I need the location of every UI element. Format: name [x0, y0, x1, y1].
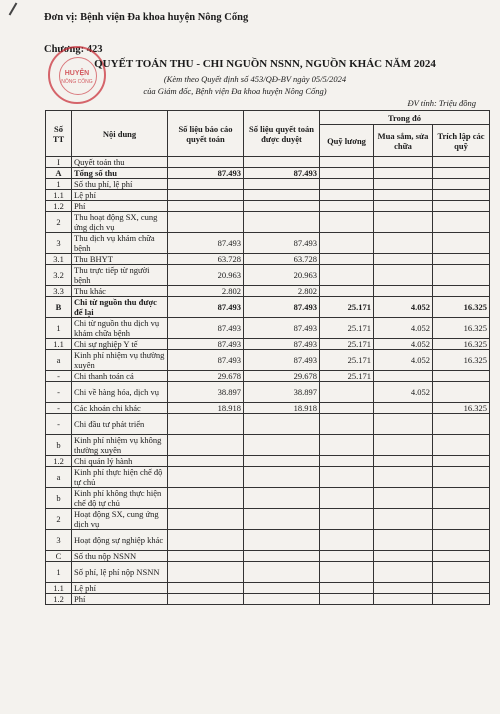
cell-procurement — [374, 212, 433, 233]
cell-funds — [433, 509, 490, 530]
cell-content: Kinh phí không thực hiện chế độ tự chủ — [72, 488, 168, 509]
cell-reported: 87.493 — [168, 339, 244, 350]
stamp-text-2: NÔNG CỐNG — [61, 79, 93, 85]
cell-stt: B — [46, 297, 72, 318]
pen-mark — [9, 2, 18, 15]
table-row — [46, 594, 490, 605]
cell-salary — [320, 179, 374, 190]
cell-procurement — [374, 414, 433, 435]
table-row — [46, 233, 490, 254]
table-row — [46, 254, 490, 265]
cell-stt: - — [46, 414, 72, 435]
cell-content: Số thu phí, lệ phí — [72, 179, 168, 190]
cell-reported — [168, 467, 244, 488]
cell-salary — [320, 467, 374, 488]
cell-content: Kinh phí nhiệm vụ không thường xuyên — [72, 435, 168, 456]
table-row — [46, 488, 490, 509]
cell-salary: 25.171 — [320, 371, 374, 382]
cell-salary — [320, 488, 374, 509]
cell-salary — [320, 190, 374, 201]
table-row — [46, 350, 490, 371]
cell-approved — [244, 456, 320, 467]
cell-funds — [433, 179, 490, 190]
cell-reported — [168, 414, 244, 435]
cell-approved: 20.963 — [244, 265, 320, 286]
cell-procurement — [374, 530, 433, 551]
cell-stt: 1.1 — [46, 339, 72, 350]
document-title: QUYẾT TOÁN THU - CHI NGUỒN NSNN, NGUỒN KHÁC NĂM 2024 — [94, 58, 436, 70]
cell-reported — [168, 201, 244, 212]
cell-content: Thu trực tiếp từ người bệnh — [72, 265, 168, 286]
table-header — [46, 111, 490, 157]
cell-stt: C — [46, 551, 72, 562]
cell-funds — [433, 233, 490, 254]
document-subtitle-1: (Kèm theo Quyết định số 453/QĐ-BV ngày 05/5/2024 — [163, 74, 347, 84]
cell-stt: 1.2 — [46, 201, 72, 212]
cell-content: Tổng số thu — [72, 168, 168, 179]
cell-procurement — [374, 551, 433, 562]
cell-stt: b — [46, 435, 72, 456]
stamp-text-1: HUYỆN — [64, 70, 90, 77]
cell-stt: 1 — [46, 179, 72, 190]
cell-salary — [320, 382, 374, 403]
cell-salary — [320, 435, 374, 456]
cell-content: Chi quản lý hành — [72, 456, 168, 467]
cell-approved — [244, 435, 320, 456]
cell-procurement — [374, 233, 433, 254]
cell-salary — [320, 509, 374, 530]
cell-approved — [244, 467, 320, 488]
cell-procurement — [374, 179, 433, 190]
table-row — [46, 265, 490, 286]
cell-reported: 18.918 — [168, 403, 244, 414]
cell-procurement — [374, 201, 433, 212]
cell-approved: 29.678 — [244, 371, 320, 382]
cell-stt: 1.2 — [46, 456, 72, 467]
cell-funds: 16.325 — [433, 403, 490, 414]
cell-procurement — [374, 254, 433, 265]
cell-approved — [244, 594, 320, 605]
cell-funds: 16.325 — [433, 339, 490, 350]
cell-stt: 1.1 — [46, 583, 72, 594]
cell-content: Chi về hàng hóa, dịch vụ — [72, 382, 168, 403]
table-row — [46, 583, 490, 594]
cell-approved: 87.493 — [244, 233, 320, 254]
header-funds: Trích lập các quỹ — [433, 125, 490, 157]
cell-procurement — [374, 509, 433, 530]
cell-procurement: 4.052 — [374, 297, 433, 318]
cell-salary — [320, 583, 374, 594]
cell-reported — [168, 530, 244, 551]
cell-reported — [168, 509, 244, 530]
cell-procurement — [374, 403, 433, 414]
cell-procurement — [374, 594, 433, 605]
header-content: Nội dung — [72, 111, 168, 157]
cell-salary — [320, 456, 374, 467]
cell-funds — [433, 157, 490, 168]
organization-line: Đơn vị: Bệnh viện Đa khoa huyện Nông Cống — [44, 12, 249, 23]
cell-funds: 16.325 — [433, 350, 490, 371]
cell-content: Chi từ nguồn thu dịch vụ khám chữa bệnh — [72, 318, 168, 339]
cell-stt: 3.2 — [46, 265, 72, 286]
cell-approved — [244, 212, 320, 233]
cell-salary — [320, 530, 374, 551]
cell-content: Thu dịch vụ khám chữa bệnh — [72, 233, 168, 254]
cell-salary: 25.171 — [320, 339, 374, 350]
cell-reported: 2.802 — [168, 286, 244, 297]
cell-stt: 3 — [46, 530, 72, 551]
table-row — [46, 339, 490, 350]
cell-reported: 20.963 — [168, 265, 244, 286]
cell-approved: 63.728 — [244, 254, 320, 265]
cell-content: Phí — [72, 594, 168, 605]
document-subtitle-2: của Giám đốc, Bệnh viện Đa khoa huyện Nông Cống) — [143, 86, 327, 96]
table-row — [46, 530, 490, 551]
cell-approved — [244, 179, 320, 190]
cell-content: Quyết toán thu — [72, 157, 168, 168]
table-row — [46, 212, 490, 233]
table-body — [46, 157, 490, 605]
cell-stt: b — [46, 488, 72, 509]
cell-funds — [433, 190, 490, 201]
cell-reported: 87.493 — [168, 297, 244, 318]
cell-salary — [320, 403, 374, 414]
cell-funds — [433, 551, 490, 562]
cell-approved — [244, 583, 320, 594]
table-row — [46, 382, 490, 403]
cell-stt: 2 — [46, 509, 72, 530]
cell-funds — [433, 168, 490, 179]
cell-salary — [320, 414, 374, 435]
cell-salary — [320, 254, 374, 265]
cell-salary — [320, 286, 374, 297]
cell-salary — [320, 594, 374, 605]
cell-funds — [433, 212, 490, 233]
cell-reported: 87.493 — [168, 168, 244, 179]
cell-reported — [168, 551, 244, 562]
cell-stt: 3.1 — [46, 254, 72, 265]
cell-reported — [168, 562, 244, 583]
cell-content: Các khoản chi khác — [72, 403, 168, 414]
cell-procurement — [374, 435, 433, 456]
cell-salary: 25.171 — [320, 297, 374, 318]
table-row — [46, 551, 490, 562]
cell-reported: 87.493 — [168, 318, 244, 339]
header-reported: Số liệu báo cáo quyết toán — [168, 111, 244, 157]
table-row — [46, 509, 490, 530]
cell-stt: A — [46, 168, 72, 179]
cell-reported — [168, 190, 244, 201]
cell-procurement: 4.052 — [374, 350, 433, 371]
table-row — [46, 403, 490, 414]
cell-approved — [244, 201, 320, 212]
cell-reported — [168, 212, 244, 233]
cell-funds — [433, 594, 490, 605]
cell-approved: 87.493 — [244, 297, 320, 318]
cell-approved — [244, 509, 320, 530]
cell-content: Số thu nộp NSNN — [72, 551, 168, 562]
cell-content: Hoạt động sự nghiệp khác — [72, 530, 168, 551]
table-row — [46, 168, 490, 179]
cell-funds — [433, 456, 490, 467]
cell-approved — [244, 530, 320, 551]
cell-approved: 87.493 — [244, 168, 320, 179]
cell-stt: 1 — [46, 318, 72, 339]
cell-content: Chi sự nghiệp Y tế — [72, 339, 168, 350]
table-row — [46, 414, 490, 435]
unit-label: ĐV tính: Triệu đồng — [407, 98, 476, 108]
cell-funds — [433, 254, 490, 265]
cell-approved: 87.493 — [244, 318, 320, 339]
cell-stt: 3.3 — [46, 286, 72, 297]
cell-salary — [320, 233, 374, 254]
cell-approved: 38.897 — [244, 382, 320, 403]
cell-salary — [320, 562, 374, 583]
cell-reported — [168, 456, 244, 467]
cell-reported: 63.728 — [168, 254, 244, 265]
cell-procurement: 4.052 — [374, 382, 433, 403]
cell-procurement — [374, 467, 433, 488]
cell-salary — [320, 201, 374, 212]
header-stt: Số TT — [46, 111, 72, 157]
cell-content: Chi từ nguồn thu được để lại — [72, 297, 168, 318]
cell-funds — [433, 467, 490, 488]
cell-approved — [244, 190, 320, 201]
cell-procurement — [374, 190, 433, 201]
cell-stt: 1.2 — [46, 594, 72, 605]
cell-stt: - — [46, 371, 72, 382]
table-row — [46, 562, 490, 583]
cell-reported: 29.678 — [168, 371, 244, 382]
cell-content: Lệ phí — [72, 583, 168, 594]
header-salary: Quỹ lương — [320, 125, 374, 157]
cell-procurement — [374, 456, 433, 467]
table-row — [46, 371, 490, 382]
table-row — [46, 179, 490, 190]
cell-procurement — [374, 583, 433, 594]
cell-stt: 2 — [46, 212, 72, 233]
table-row — [46, 435, 490, 456]
cell-content: Lệ phí — [72, 190, 168, 201]
table-row — [46, 157, 490, 168]
cell-reported — [168, 157, 244, 168]
cell-content: Số phí, lệ phí nộp NSNN — [72, 562, 168, 583]
cell-stt: 3 — [46, 233, 72, 254]
cell-procurement — [374, 168, 433, 179]
cell-approved: 87.493 — [244, 339, 320, 350]
cell-salary — [320, 265, 374, 286]
cell-stt: a — [46, 350, 72, 371]
cell-content: Chi đầu tư phát triển — [72, 414, 168, 435]
cell-reported — [168, 583, 244, 594]
cell-stt: I — [46, 157, 72, 168]
cell-reported — [168, 435, 244, 456]
cell-stt: 1 — [46, 562, 72, 583]
cell-salary: 25.171 — [320, 350, 374, 371]
table-row — [46, 456, 490, 467]
cell-funds — [433, 371, 490, 382]
cell-procurement — [374, 265, 433, 286]
cell-procurement — [374, 286, 433, 297]
cell-content: Hoạt động SX, cung ứng dịch vụ — [72, 509, 168, 530]
cell-content: Kinh phí thực hiện chế độ tự chủ — [72, 467, 168, 488]
cell-procurement — [374, 157, 433, 168]
cell-reported: 38.897 — [168, 382, 244, 403]
cell-content: Phí — [72, 201, 168, 212]
cell-funds — [433, 530, 490, 551]
cell-procurement: 4.052 — [374, 318, 433, 339]
header-group: Trong đó — [320, 111, 490, 125]
cell-stt: - — [46, 403, 72, 414]
table-row — [46, 318, 490, 339]
cell-reported — [168, 488, 244, 509]
cell-stt: 1.1 — [46, 190, 72, 201]
cell-funds — [433, 562, 490, 583]
cell-approved: 18.918 — [244, 403, 320, 414]
table-row — [46, 201, 490, 212]
table-row — [46, 286, 490, 297]
cell-funds — [433, 414, 490, 435]
cell-content: Kinh phí nhiệm vụ thường xuyên — [72, 350, 168, 371]
table-row — [46, 297, 490, 318]
cell-approved — [244, 157, 320, 168]
cell-procurement — [374, 488, 433, 509]
cell-funds — [433, 583, 490, 594]
cell-funds — [433, 435, 490, 456]
cell-reported: 87.493 — [168, 233, 244, 254]
cell-approved — [244, 414, 320, 435]
cell-funds — [433, 201, 490, 212]
cell-content: Thu BHYT — [72, 254, 168, 265]
cell-approved — [244, 562, 320, 583]
header-approved: Số liệu quyết toán được duyệt — [244, 111, 320, 157]
table-row — [46, 190, 490, 201]
cell-procurement — [374, 562, 433, 583]
header-procurement: Mua sắm, sửa chữa — [374, 125, 433, 157]
cell-reported — [168, 594, 244, 605]
cell-procurement: 4.052 — [374, 339, 433, 350]
cell-salary — [320, 212, 374, 233]
chapter-line: Chương: 423 — [44, 44, 103, 55]
cell-approved: 87.493 — [244, 350, 320, 371]
cell-approved — [244, 488, 320, 509]
cell-funds — [433, 265, 490, 286]
cell-salary — [320, 157, 374, 168]
cell-content: Thu khác — [72, 286, 168, 297]
cell-reported — [168, 179, 244, 190]
cell-funds — [433, 488, 490, 509]
cell-salary — [320, 551, 374, 562]
cell-content: Thu hoạt động SX, cung ứng dịch vụ — [72, 212, 168, 233]
table-row — [46, 467, 490, 488]
cell-approved: 2.802 — [244, 286, 320, 297]
cell-salary — [320, 168, 374, 179]
cell-approved — [244, 551, 320, 562]
cell-reported: 87.493 — [168, 350, 244, 371]
cell-stt: - — [46, 382, 72, 403]
cell-funds: 16.325 — [433, 318, 490, 339]
cell-stt: a — [46, 467, 72, 488]
settlement-table — [45, 110, 490, 605]
cell-funds — [433, 286, 490, 297]
cell-salary: 25.171 — [320, 318, 374, 339]
cell-procurement — [374, 371, 433, 382]
cell-funds: 16.325 — [433, 297, 490, 318]
cell-funds — [433, 382, 490, 403]
cell-content: Chi thanh toán cá — [72, 371, 168, 382]
